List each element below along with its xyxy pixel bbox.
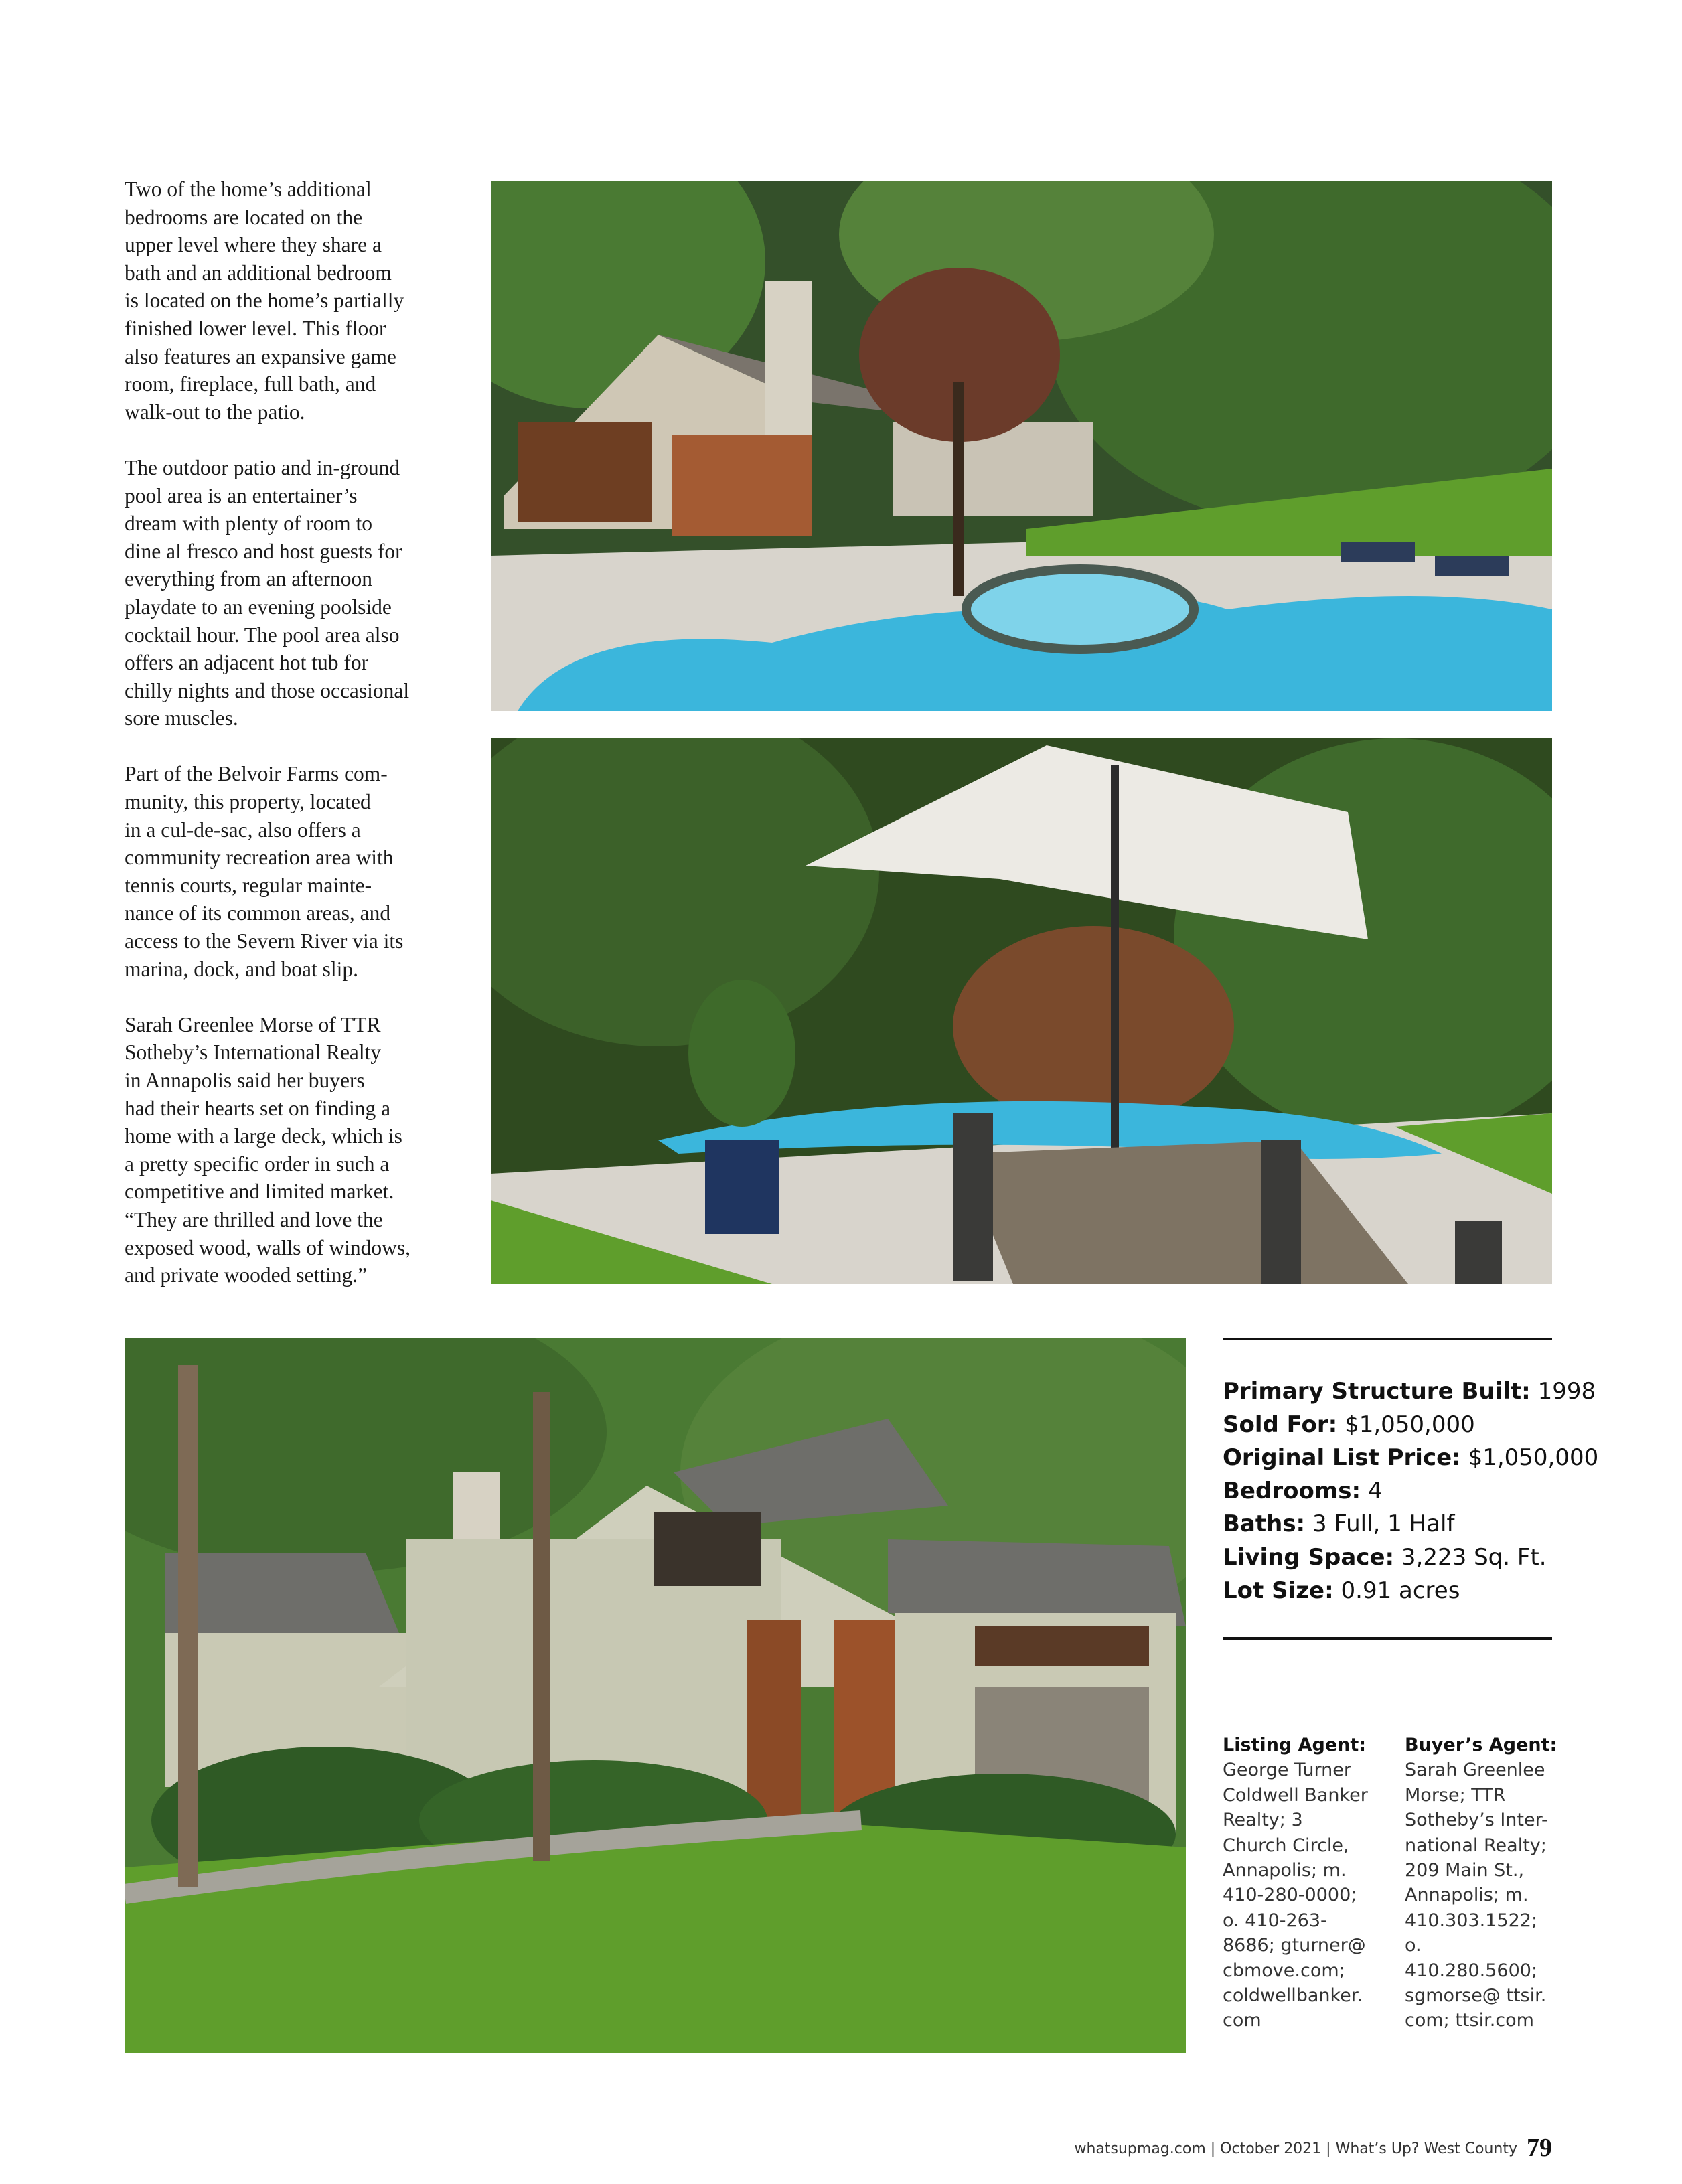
pool-photo — [491, 181, 1552, 711]
buyer-agent — [1405, 1733, 1557, 2033]
buyer-agent-heading: Buyer’s Agent: — [1405, 1735, 1557, 1756]
fact-year-built: Primary Structure Built: 1998 — [1223, 1378, 1596, 1405]
article-paragraph: Sarah Greenlee Morse of TTR Sotheby’s International Realty in Annapolis said her buyers had their hearts set on finding a home with a large deck, which is a pretty specific order in such a competitive and limited market. “They are thrilled and love the exposed wood, walls of windows, and private wooded setting.” — [125, 1012, 410, 1288]
house-exterior-photo — [125, 1338, 1186, 2053]
page-number: 79 — [1527, 2134, 1552, 2162]
article-paragraph: Part of the Belvoir Farms com- munity, this property, located in a cul-de-sac, also offers a community recreation area with tennis courts, regular mainte- nance of its common areas, and access to the Severn River via its marina, dock, and boat slip. — [125, 762, 404, 981]
article-paragraph: Two of the home’s additional bedrooms are located on the upper level where they share a bath and an additional bedroom is located on the home’s partially finished lower level. This floor also features an expansive game room, fireplace, full bath, and walk-out to the patio. — [125, 177, 404, 424]
fact-sold-for: Sold For: $1,050,000 — [1223, 1411, 1475, 1438]
fact-bedrooms: Bedrooms: 4 — [1223, 1477, 1383, 1504]
page-footer — [1074, 2133, 1552, 2163]
fact-living-space: Living Space: 3,223 Sq. Ft. — [1223, 1543, 1547, 1571]
facts-bottom-rule — [1223, 1637, 1552, 1640]
fact-baths: Baths: 3 Full, 1 Half — [1223, 1510, 1455, 1538]
listing-agent — [1223, 1733, 1380, 2033]
article-paragraph: The outdoor patio and in-ground pool area is an entertainer’s dream with plenty of room to dine al fresco and host guests for everything from an afternoon playdate to an evening poolside cocktail hour. The pool area also offers an adjacent hot tub for chilly nights and those occasional sore muscles. — [125, 455, 410, 730]
buyer-agent-details: Sarah Greenlee Morse; TTR Sotheby’s Inter- national Realty; 209 Main St., Annapolis; m. 410.303.1522; o. 410.280.5600; sgmorse@ ttsir. com; ttsir.com — [1405, 1760, 1548, 2031]
listing-agent-heading: Listing Agent: — [1223, 1735, 1367, 1756]
listing-agent-details: George Turner Coldwell Banker Realty; 3 Church Circle, Annapolis; m. 410-280-0000; o. 410-263- 8686; gturner@ cbmove.com; coldwellbanker. com — [1223, 1760, 1368, 2031]
fact-lot-size: Lot Size: 0.91 acres — [1223, 1577, 1460, 1604]
facts-list — [1223, 1340, 1599, 1637]
footer-text: whatsupmag.com | October 2021 | What’s Up? West County — [1074, 2140, 1517, 2157]
patio-photo — [491, 738, 1552, 1284]
fact-original-list-price: Original List Price: $1,050,000 — [1223, 1444, 1599, 1472]
property-facts — [1223, 1338, 1599, 1640]
article-body — [125, 175, 459, 1317]
